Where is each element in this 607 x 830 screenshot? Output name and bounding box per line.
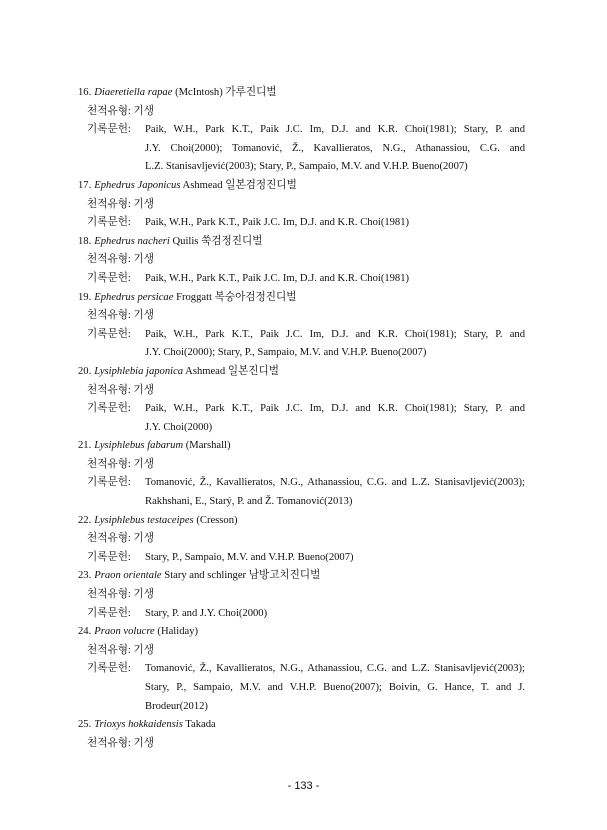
scientific-name: Diaeretiella rapae [94, 87, 173, 98]
scientific-name: Ephedrus persicae [94, 291, 174, 303]
species-title [78, 716, 530, 735]
enemy-type-value: 기생 [133, 644, 155, 656]
enemy-type-value: 기생 [133, 198, 155, 210]
enemy-type-value: 기생 [133, 533, 155, 545]
species-title [78, 623, 530, 642]
reference-text [145, 605, 525, 624]
reference-line: Paik, W.H., Park K.T., Paik J.C. Im, D.J. and K.R. Choi(1981); Stary, P. and [145, 124, 525, 136]
reference-text [145, 474, 525, 511]
species-title [78, 512, 530, 531]
reference-line: Brodeur(2012) [145, 700, 208, 712]
enemy-type-value: 기생 [133, 105, 155, 117]
species-entry [78, 233, 530, 289]
reference-row [78, 270, 530, 289]
reference-line: Tomanović, Ž., Kavallieratos, N.G., Athanassiou, C.G. and L.Z. Stanisavljević(2003); [145, 663, 525, 675]
species-number: 19. [78, 291, 92, 303]
species-entry [78, 437, 530, 511]
author-common-name: Ashmead 일본검정진디벌 [182, 179, 297, 191]
reference-line: Paik, W.H., Park K.T., Paik J.C. Im, D.J. and K.R. Choi(1981); Stary, P. and [145, 403, 525, 415]
reference-row [78, 121, 530, 177]
enemy-type-value: 기생 [133, 384, 155, 396]
author-common-name: (Haliday) [157, 626, 199, 638]
reference-text [145, 121, 525, 177]
reference-line: Paik, W.H., Park K.T., Paik J.C. Im, D.J. and K.R. Choi(1981) [145, 272, 410, 284]
reference-label: 기록문헌: [87, 551, 131, 563]
species-number: 24. [78, 626, 92, 638]
reference-row [78, 326, 530, 363]
scientific-name: Praon orientale [94, 570, 162, 582]
enemy-type-value: 기생 [133, 458, 155, 470]
reference-text [145, 400, 525, 437]
species-number: 22. [78, 514, 92, 526]
enemy-type-row [78, 307, 530, 326]
reference-line: J.Y. Choi(2000); Tomanović, Ž., Kavallieratos, N.G., Athanassiou, C.G. and [145, 142, 525, 154]
species-title [78, 289, 530, 308]
reference-row [78, 214, 530, 233]
scientific-name: Ephedrus Japonicus [94, 179, 181, 191]
species-number: 25. [78, 719, 92, 731]
enemy-type-row [78, 456, 530, 475]
scientific-name: Lysiphlebia japonica [94, 365, 184, 377]
reference-label: 기록문헌: [87, 272, 131, 284]
species-number: 23. [78, 570, 92, 582]
species-title [78, 177, 530, 196]
species-entry [78, 512, 530, 568]
species-title [78, 567, 530, 586]
reference-line: Paik, W.H., Park K.T., Paik J.C. Im, D.J. and K.R. Choi(1981) [145, 217, 410, 229]
species-title [78, 233, 530, 252]
reference-row [78, 605, 530, 624]
scientific-name: Ephedrus nacheri [94, 235, 170, 247]
species-entry [78, 289, 530, 363]
enemy-type-row [78, 196, 530, 215]
enemy-type-label: 천적유형: [87, 644, 131, 656]
author-common-name: (McIntosh) 가루진디벌 [175, 87, 277, 98]
scientific-name: Lysiphlebus testaceipes [94, 514, 194, 526]
reference-label: 기록문헌: [87, 663, 131, 675]
reference-line: Stary, P., Sampaio, M.V. and V.H.P. Bueno(2007); Boivin, G. Hance, T. and J. [145, 682, 525, 693]
enemy-type-label: 천적유형: [87, 737, 131, 749]
enemy-type-label: 천적유형: [87, 533, 131, 545]
author-common-name: Quilis 쑥검정진디벌 [172, 235, 263, 247]
reference-line: Rakhshani, E., Starý, P. and Ž. Tomanović(2013) [145, 496, 353, 508]
page-number: - 133 - [287, 780, 320, 792]
author-common-name: (Marshall) [185, 440, 231, 452]
enemy-type-value: 기생 [133, 589, 155, 601]
species-number: 16. [78, 87, 92, 98]
reference-label: 기록문헌: [87, 607, 131, 619]
species-list [78, 84, 530, 753]
author-common-name: (Cresson) [196, 514, 238, 526]
reference-row [78, 400, 530, 437]
enemy-type-label: 천적유형: [87, 105, 131, 117]
reference-line: Paik, W.H., Park K.T., Paik J.C. Im, D.J. and K.R. Choi(1981); Stary, P. and [145, 328, 525, 340]
species-entry [78, 623, 530, 716]
enemy-type-label: 천적유형: [87, 198, 131, 210]
reference-label: 기록문헌: [87, 477, 131, 489]
enemy-type-label: 천적유형: [87, 310, 131, 322]
reference-text [145, 660, 525, 716]
species-number: 17. [78, 179, 92, 191]
enemy-type-value: 기생 [133, 254, 155, 266]
enemy-type-value: 기생 [133, 310, 155, 322]
enemy-type-row [78, 642, 530, 661]
enemy-type-value: 기생 [133, 737, 155, 749]
reference-row [78, 660, 530, 716]
species-title [78, 363, 530, 382]
author-common-name: Froggatt 복숭아검정진디벌 [176, 291, 297, 303]
reference-line: Stary, P. and J.Y. Choi(2000) [145, 607, 268, 619]
species-entry [78, 567, 530, 623]
species-number: 18. [78, 235, 92, 247]
reference-label: 기록문헌: [87, 403, 131, 415]
enemy-type-row [78, 530, 530, 549]
reference-line: L.Z. Stanisavljević(2003); Stary, P., Sampaio, M.V. and V.H.P. Bueno(2007) [145, 161, 468, 173]
reference-row [78, 474, 530, 511]
reference-label: 기록문헌: [87, 328, 131, 340]
reference-row [78, 549, 530, 568]
species-number: 20. [78, 365, 92, 377]
enemy-type-row [78, 735, 530, 754]
species-entry [78, 177, 530, 233]
enemy-type-row [78, 382, 530, 401]
species-number: 21. [78, 440, 92, 452]
enemy-type-label: 천적유형: [87, 589, 131, 601]
species-entry [78, 363, 530, 437]
reference-line: J.Y. Choi(2000); Stary, P., Sampaio, M.V. and V.H.P. Bueno(2007) [145, 347, 427, 359]
reference-line: Stary, P., Sampaio, M.V. and V.H.P. Bueno(2007) [145, 551, 354, 563]
enemy-type-row [78, 586, 530, 605]
reference-line: J.Y. Choi(2000) [145, 421, 213, 433]
author-common-name: Takada [185, 719, 216, 731]
author-common-name: Stary and schlinger 남방고치진디벌 [164, 570, 321, 582]
species-entry [78, 716, 530, 753]
scientific-name: Trioxys hokkaidensis [94, 719, 183, 731]
reference-label: 기록문헌: [87, 217, 131, 229]
enemy-type-row [78, 103, 530, 122]
species-title [78, 437, 530, 456]
reference-text [145, 326, 525, 363]
enemy-type-label: 천적유형: [87, 384, 131, 396]
species-title [78, 84, 530, 103]
reference-text [145, 270, 525, 289]
reference-line: Tomanović, Ž., Kavallieratos, N.G., Athanassiou, C.G. and L.Z. Stanisavljević(2003); [145, 477, 525, 489]
enemy-type-label: 천적유형: [87, 458, 131, 470]
enemy-type-label: 천적유형: [87, 254, 131, 266]
species-entry [78, 84, 530, 177]
reference-text [145, 549, 525, 568]
reference-label: 기록문헌: [87, 124, 131, 136]
enemy-type-row [78, 251, 530, 270]
author-common-name: Ashmead 일본진디벌 [185, 365, 279, 377]
scientific-name: Lysiphlebus fabarum [94, 440, 184, 452]
reference-text [145, 214, 525, 233]
scientific-name: Praon volucre [94, 626, 155, 638]
